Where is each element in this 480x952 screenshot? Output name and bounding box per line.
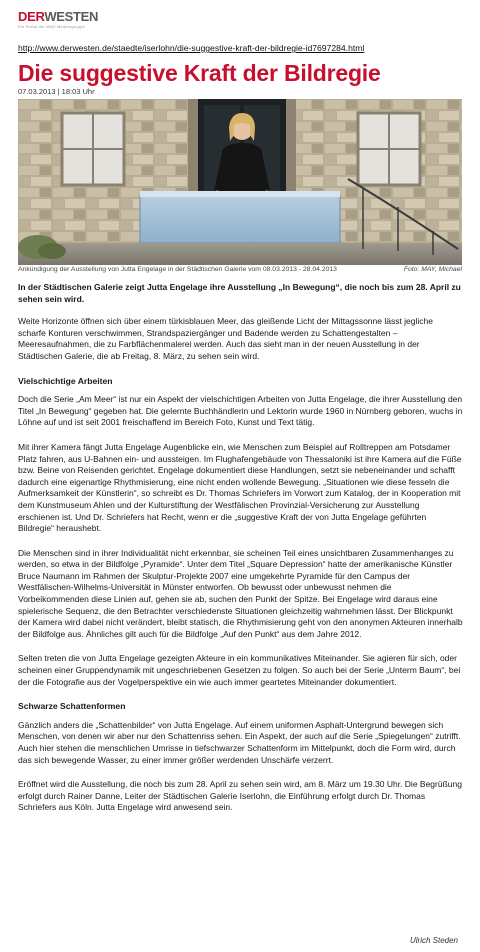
publish-date: 07.03.2013 | 18:03 Uhr [18, 87, 95, 96]
article-paragraph: Gänzlich anders die „Schattenbilder“ von Jutta Engelage. Auf einem uniformen Asphalt-Untergrund bewegen sich Menschen, von denen wir aber nur den Schattenriss sehen. Ein Aspekt, der auch auf die Serie „Spiegelungen“ zutrifft. Auch hier stehen die menschlichen Umrisse in tiefschwarzer Schattenform im Mittelpunkt, doch die Form wird, durch das sich bewegende Wasser, zu einer immer größer werdenden Unschärfe verzerrt. [18, 719, 461, 765]
article-paragraph: Selten treten die von Jutta Engelage gezeigten Akteure in ein kommunikatives Miteinander. Sie agieren für sich, oder scheinen einer Gruppendynamik mit ungeschriebenen Gesetzen zu folgen. So auch bei der Serie „Unterm Baum“, bei der die Fotografie aus der Vogelperspektive ein wie auch immer geartetes Miteinander dokumentiert. [18, 653, 461, 687]
caption-text: Ankündigung der Ausstellung von Jutta Engelage in der Städtischen Galerie vom 08.03.2013 - 28.04.2013 [18, 266, 337, 273]
section-heading: Schwarze Schattenformen [18, 701, 126, 712]
article-paragraph: Doch die Serie „Am Meer“ ist nur ein Aspekt der vielschichtigen Arbeiten von Jutta Engelage, die ihrer Ausstellung den Titel „In Bewegung“ gegeben hat. Die gelernte Buchhändlerin und Lektorin wurde 1960 in Nürnberg geboren, wuchs in Löhne auf und ist seit 2001 freischaffend im Bereich Foto, Kunst und Text tätig. [18, 394, 463, 428]
article-url-link[interactable]: http://www.derwesten.de/staedte/iserlohn/die-suggestive-kraft-der-bildregie-id7697284.html [18, 43, 365, 53]
article-author: Ulrich Steden [409, 936, 458, 945]
photo-caption [18, 266, 462, 273]
article-paragraph: Mit ihrer Kamera fängt Jutta Engelage Augenblicke ein, wie Menschen zum Beispiel auf Rolltreppen am Potsdamer Platz fahren, aus U-Bahnen ein- und aussteigen. Im Flughafengebäude von Thessaloniki ist ihre Kamera auf die Füße bzw. Beine von Reisenden gerichtet. Engelage dokumentiert diese Handlungen, setzt sie nebeneinander und schafft dadurch eine eigenartige Rhythmisierung, eine nicht enden wollende Bewegung. „Situationen wie diese fesseln die Aufmerksamkeit der Künstlerin“, so schreibt es Dr. Thomas Schriefers im Vorwort zum Katalog, der in Kooperation mit dem Kunstmuseum Ahlen und der Kulturstiftung der Westfälischen Provinzial-Versicherung zur Ausstellung erschienen ist. Und Dr. Schriefers hat Recht, wenn er die „suggestive Kraft der von Jutta Engelage geführten Bildregie“ heraushebt. [18, 441, 462, 534]
logo-tagline: Ein Portal der WAZ Mediengruppe [18, 24, 85, 29]
logo-der: DER [18, 9, 45, 24]
photo-credit: Foto: MAY, Michael [403, 266, 462, 273]
article-headline: Die suggestive Kraft der Bildregie [18, 60, 381, 86]
photo-illustration [18, 99, 462, 265]
article-photo [18, 99, 462, 265]
article-paragraph: Die Menschen sind in ihrer Individualität nicht erkennbar, sie scheinen Teil eines unsichtbaren Zusammenhanges zu werden, so etwa in der Bildfolge „Pyramide“. Unter dem Titel „Square Depression“ hatte der amerikanische Künstler Bruce Naumann im Rahmen der Skulptur-Projekte 2007 eine umgekehrte Pyramide für den Campus der Westfälischen-Wilhelms-Universität in Münster entworfen. Ob bewusst oder unbewusst nehmen die Vorbeikommenden diese Linien auf, gehen sie ab, suchen den Punkt der Spitze. Bei Engelage wird daraus eine spielerische Sequenz, die den Betrachter verschiedenste Situationen gleichzeitig wahrnehmen lässt. Der Blickpunkt der Kamera wird dabei nicht verändert, bleibt statisch, die Rhythmisierung geht von den anonymen Akteuren innerhalb der Bildfolge aus. Ähnliches gilt auch für die Bildfolge „Auf den Punkt“ aus dem Jahre 2012. [18, 547, 463, 639]
article-lead: In der Städtischen Galerie zeigt Jutta Engelage ihre Ausstellung „In Bewegung“, die noch bis zum 28. April zu sehen sein wird. [18, 282, 461, 304]
logo-westen: WESTEN [44, 9, 99, 24]
section-heading: Vielschichtige Arbeiten [18, 375, 113, 386]
article-paragraph: Weite Horizonte öffnen sich über einem türkisblauen Meer, das gleißende Licht der Mittagssonne lässt jegliche scharfe Konturen verschwimmen, Strandspaziergänger und Badende werden zu Schattengestalten – Meeresaufnahmen, die zu Farbflächenmalerei werden. Auch das sieht man in der neuen Ausstellung in der Städtischen Galerie, die ab Freitag, 8. März, zu sehen sein wird. [18, 316, 433, 361]
site-logo[interactable] [18, 10, 98, 23]
article-paragraph: Eröffnet wird die Ausstellung, die noch bis zum 28. April zu sehen sein wird, am 8. März um 19.30 Uhr. Die Begrüßung erfolgt durch Rainer Danne, Leiter der Städtischen Galerie Iserlohn, die Einführung erfolgt durch Dr. Thomas Schriefers aus Köln. Jutta Engelage wird anwesend sein. [18, 779, 462, 813]
article-body [18, 282, 463, 827]
